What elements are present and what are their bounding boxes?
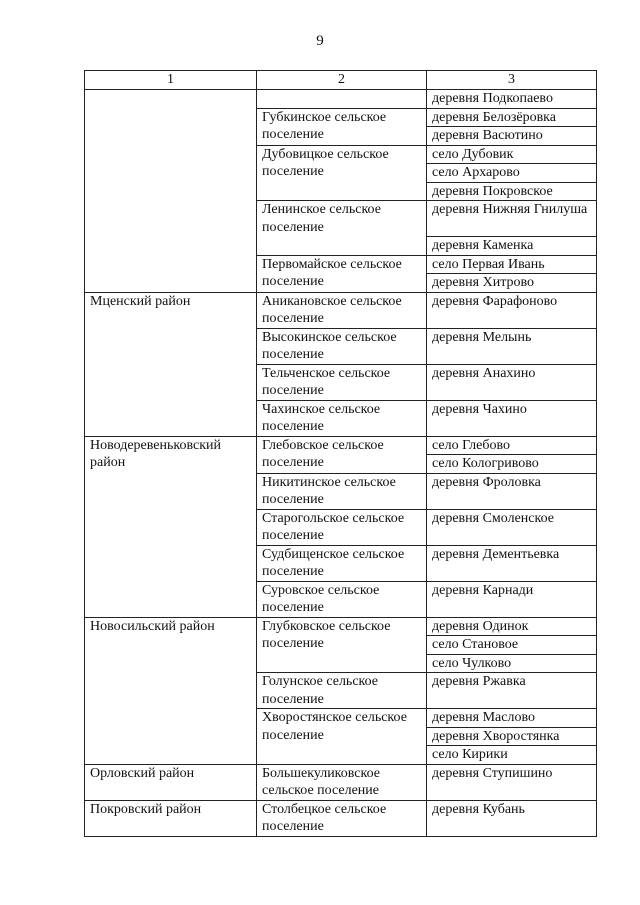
settlement-cell (257, 90, 427, 109)
settlement-cell: Суровское сельское поселение (257, 581, 427, 617)
settlement-cell: Глебовское сельское поселение (257, 436, 427, 473)
settlement-cell: Высокинское сельское поселение (257, 328, 427, 364)
table-row (85, 90, 597, 109)
village-cell: деревня Ржавка (427, 673, 597, 709)
village-cell: деревня Подкопаево (427, 90, 597, 109)
settlement-cell: Голунское сельское поселение (257, 673, 427, 709)
table-row (85, 764, 597, 800)
village-cell: деревня Смоленское (427, 509, 597, 545)
village-cell: деревня Каменка (427, 237, 597, 256)
settlement-cell: Хворостянское сельское поселение (257, 709, 427, 765)
district-cell: Мценский район (85, 292, 257, 436)
settlement-cell: Дубовицкое сельское поселение (257, 145, 427, 201)
settlement-cell: Столбецкое сельское поселение (257, 800, 427, 836)
village-cell: деревня Васютино (427, 127, 597, 146)
village-cell: село Глебово (427, 436, 597, 455)
table-row (85, 617, 597, 636)
village-cell: деревня Покровское (427, 182, 597, 201)
settlement-cell: Судбищенское сельское поселение (257, 545, 427, 581)
village-cell: деревня Фарафоново (427, 292, 597, 328)
settlement-cell: Аникановское сельское поселение (257, 292, 427, 328)
page-number: 9 (316, 33, 324, 49)
table-row (85, 800, 597, 836)
district-cell (85, 90, 257, 293)
village-cell: деревня Одинок (427, 617, 597, 636)
village-cell: село Кирики (427, 746, 597, 765)
village-cell: село Кологривово (427, 455, 597, 474)
village-cell: деревня Фроловка (427, 473, 597, 509)
village-cell: деревня Хворостянка (427, 727, 597, 746)
village-cell: деревня Белозёровка (427, 108, 597, 127)
settlement-cell: Губкинское сельское поселение (257, 108, 427, 145)
table-row (85, 436, 597, 455)
village-cell: село Первая Ивань (427, 255, 597, 274)
village-cell: деревня Мелынь (427, 328, 597, 364)
village-cell: село Чулково (427, 654, 597, 673)
settlement-cell: Старогольское сельское поселение (257, 509, 427, 545)
table-row (85, 292, 597, 328)
district-cell: Новосильский район (85, 617, 257, 764)
district-cell: Покровский район (85, 800, 257, 836)
village-cell: деревня Хитрово (427, 274, 597, 293)
village-cell: деревня Карнади (427, 581, 597, 617)
settlement-cell: Глубковское сельское поселение (257, 617, 427, 673)
table-header-row (85, 71, 597, 90)
table-body (85, 90, 597, 837)
settlement-cell: Первомайское сельское поселение (257, 255, 427, 292)
village-cell: село Становое (427, 636, 597, 655)
village-cell: село Дубовик (427, 145, 597, 164)
district-cell: Новодеревеньковский район (85, 436, 257, 617)
village-cell: деревня Кубань (427, 800, 597, 836)
settlement-cell: Большекуликовское сельское поселение (257, 764, 427, 800)
village-cell: деревня Чахино (427, 400, 597, 436)
village-cell: деревня Дементьевка (427, 545, 597, 581)
settlement-cell: Никитинское сельское поселение (257, 473, 427, 509)
village-cell: деревня Нижняя Гнилуша (427, 201, 597, 237)
column-header: 2 (257, 71, 427, 90)
village-cell: деревня Ступишино (427, 764, 597, 800)
settlements-table (84, 70, 597, 837)
column-header: 1 (85, 71, 257, 90)
settlement-cell: Тельченское сельское поселение (257, 364, 427, 400)
settlement-cell: Ленинское сельское поселение (257, 201, 427, 256)
district-cell: Орловский район (85, 764, 257, 800)
settlement-cell: Чахинское сельское поселение (257, 400, 427, 436)
village-cell: деревня Анахино (427, 364, 597, 400)
column-header: 3 (427, 71, 597, 90)
village-cell: село Архарово (427, 164, 597, 183)
village-cell: деревня Маслово (427, 709, 597, 728)
